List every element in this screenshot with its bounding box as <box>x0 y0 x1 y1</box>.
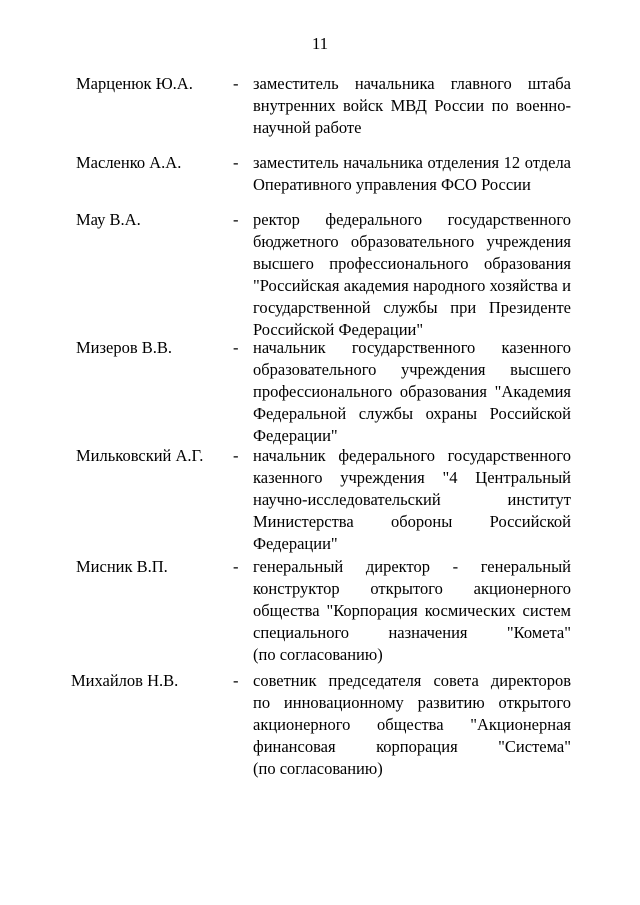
dash-separator: - <box>233 557 239 576</box>
position-line: начальник государственного казенного <box>253 338 571 357</box>
person-position <box>253 445 571 555</box>
position-line: образовательного учреждения высшего <box>253 360 571 379</box>
position-line: бюджетного образовательного учреждения <box>253 232 571 251</box>
position-line: финансовая корпорация "Система" <box>253 737 571 756</box>
position-line: (по согласованию) <box>253 759 383 778</box>
position-line: Федеральной службы охраны Российской <box>253 404 571 423</box>
position-line: научной работе <box>253 118 362 137</box>
position-line: Российской Федерации" <box>253 320 424 339</box>
position-line: Оперативного управления ФСО России <box>253 175 531 194</box>
position-line: советник председателя совета директоров <box>253 671 571 690</box>
person-position <box>253 209 571 341</box>
position-line: Федерации" <box>253 426 338 445</box>
position-line: Федерации" <box>253 534 338 553</box>
position-line: ректор федерального государственного <box>253 210 571 229</box>
position-line: "Российская академия народного хозяйства и <box>253 276 571 295</box>
position-line: специального назначения "Комета" <box>253 623 571 642</box>
person-name: Мильковский А.Г. <box>76 446 204 465</box>
position-line: начальник федерального государственного <box>253 446 571 465</box>
person-position <box>253 73 571 139</box>
dash-separator: - <box>233 74 239 93</box>
person-name: Мизеров В.В. <box>76 338 173 357</box>
position-line: общества "Корпорация космических систем <box>253 601 571 620</box>
position-line: акционерного общества "Акционерная <box>253 715 571 734</box>
person-position <box>253 337 571 447</box>
position-line: конструктор открытого акционерного <box>253 579 571 598</box>
position-line: (по согласованию) <box>253 645 383 664</box>
dash-separator: - <box>233 338 239 357</box>
person-name: Мисник В.П. <box>76 557 168 576</box>
position-line: заместитель начальника отделения 12 отдела <box>253 153 571 172</box>
dash-separator: - <box>233 210 239 229</box>
position-line: профессионального образования "Академия <box>253 382 571 401</box>
position-line: казенного учреждения "4 Центральный <box>253 468 571 487</box>
person-name: Михайлов Н.В. <box>71 671 179 690</box>
dash-separator: - <box>233 446 239 465</box>
position-line: внутренних войск МВД России по военно- <box>253 96 571 115</box>
person-name: Масленко А.А. <box>76 153 182 172</box>
person-position <box>253 152 571 196</box>
person-name: Марценюк Ю.А. <box>76 74 193 93</box>
person-position <box>253 556 571 666</box>
dash-separator: - <box>233 153 239 172</box>
position-line: генеральный директор - генеральный <box>253 557 571 576</box>
dash-separator: - <box>233 671 239 690</box>
position-line: научно-исследовательский институт <box>253 490 571 509</box>
position-line: по инновационному развитию открытого <box>253 693 571 712</box>
position-line: государственной службы при Президенте <box>253 298 571 317</box>
position-line: высшего профессионального образования <box>253 254 571 273</box>
page-number: 11 <box>311 34 329 53</box>
position-line: Министерства обороны Российской <box>253 512 571 531</box>
position-line: заместитель начальника главного штаба <box>253 74 571 93</box>
person-name: Мау В.А. <box>76 210 141 229</box>
person-position <box>253 670 571 780</box>
